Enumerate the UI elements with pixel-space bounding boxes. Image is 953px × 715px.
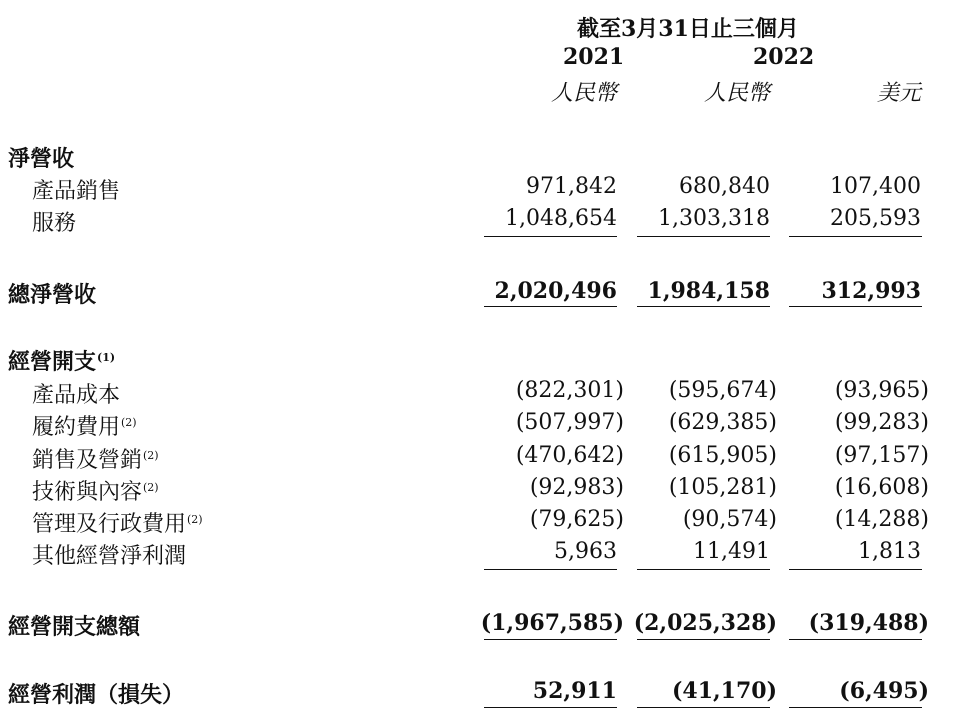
cell-product-sales-2021: 971,842 [526,174,617,199]
cell-sales-marketing-2022-rmb: (615,905) [668,443,777,468]
row-label-total-operating-expenses: 經營開支總額 [8,614,141,640]
cell-operating-profit-2022-rmb: (41,170) [671,678,777,704]
cell-services-2021: 1,048,654 [505,206,617,231]
period-header: 截至3月31日止三個月 [577,16,799,42]
row-label-sales-marketing: 銷售及營銷$^{(2)}$ [32,448,159,473]
subtotal-rule [789,569,922,570]
cell-services-2022-rmb: 1,303,318 [658,206,770,231]
cell-sales-marketing-2021: (470,642) [515,443,624,468]
cell-general-admin-2022-usd: (14,288) [834,507,929,532]
footnote-marker: (2) [143,480,159,494]
footnote-marker: (2) [187,512,203,526]
total-rule [637,306,770,307]
row-label-fulfillment-expenses: 履約費用$^{(2)}$ [32,415,137,440]
row-label-cost-of-products: 產品成本 [32,383,121,408]
cell-sales-marketing-2022-usd: (97,157) [834,443,929,468]
row-label-operating-profit-loss: 經營利潤（損失） [8,682,185,708]
row-label-technology-content: 技術與內容$^{(2)}$ [32,480,159,505]
cell-product-sales-2022-rmb: 680,840 [679,174,770,199]
footnote-marker: (2) [143,448,159,462]
total-rule [789,707,922,708]
row-label-operating-expenses: 經營開支$^{(1)}$ [8,349,116,375]
year-2021: 2021 [563,44,625,70]
cell-services-2022-usd: 205,593 [830,206,921,231]
subtotal-rule [484,236,617,237]
cell-technology-2022-rmb: (105,281) [668,475,777,500]
footnote-marker: (1) [97,350,116,364]
cell-fulfillment-2022-usd: (99,283) [834,410,929,435]
cell-cost-of-products-2022-usd: (93,965) [834,378,929,403]
footnote-marker: (2) [121,415,137,429]
cell-total-net-revenue-2022-usd: 312,993 [821,278,921,304]
cell-other-income-2022-rmb: 11,491 [693,539,770,564]
total-rule [484,306,617,307]
currency-usd-2022: 美元 [876,81,921,106]
year-2022: 2022 [753,44,815,70]
total-rule [637,707,770,708]
total-rule [789,639,922,640]
subtotal-rule [789,236,922,237]
subtotal-rule [637,236,770,237]
cell-cost-of-products-2022-rmb: (595,674) [668,378,777,403]
cell-total-opex-2021: (1,967,585) [480,610,624,636]
total-rule [637,639,770,640]
currency-rmb-2022: 人民幣 [703,81,770,106]
cell-technology-2022-usd: (16,608) [834,475,929,500]
row-label-total-net-revenue: 總淨營收 [8,282,97,308]
row-label-product-sales: 產品銷售 [32,179,121,204]
total-rule [789,306,922,307]
row-label-net-revenue: 淨營收 [8,146,75,172]
cell-operating-profit-2022-usd: (6,495) [839,678,929,704]
subtotal-rule [637,569,770,570]
row-label-other-operating-income: 其他經營淨利潤 [32,544,187,569]
cell-general-admin-2021: (79,625) [529,507,624,532]
cell-total-net-revenue-2021: 2,020,496 [494,278,617,304]
cell-other-income-2022-usd: 1,813 [858,539,921,564]
cell-other-income-2021: 5,963 [554,539,617,564]
row-label-general-admin: 管理及行政費用$^{(2)}$ [32,512,203,537]
total-rule [484,707,617,708]
total-rule [484,639,617,640]
cell-operating-profit-2021: 52,911 [532,678,617,704]
cell-fulfillment-2021: (507,997) [515,410,624,435]
cell-technology-2021: (92,983) [529,475,624,500]
cell-general-admin-2022-rmb: (90,574) [682,507,777,532]
currency-rmb-2021: 人民幣 [550,81,617,106]
subtotal-rule [484,569,617,570]
row-label-services: 服務 [32,211,77,236]
cell-total-opex-2022-rmb: (2,025,328) [633,610,777,636]
cell-product-sales-2022-usd: 107,400 [830,174,921,199]
cell-fulfillment-2022-rmb: (629,385) [668,410,777,435]
cell-total-opex-2022-usd: (319,488) [808,610,929,636]
cell-cost-of-products-2021: (822,301) [515,378,624,403]
cell-total-net-revenue-2022-rmb: 1,984,158 [647,278,770,304]
